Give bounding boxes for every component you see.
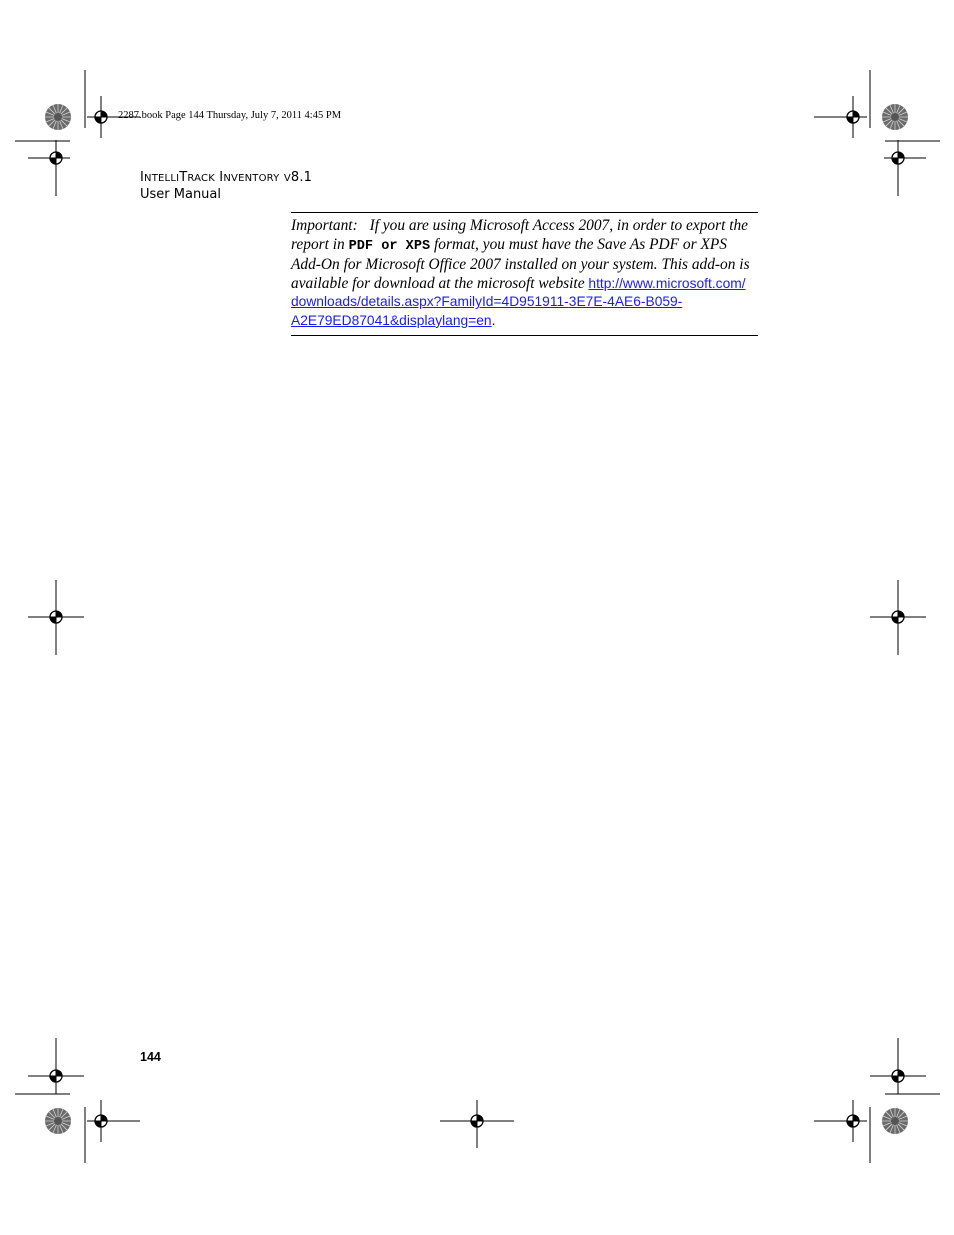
download-link[interactable]: http://www.microsoft.com/downloads/details.aspx?FamilyId=4D951911-3E7E-4AE6-B059-A2E79ED87041&displaylang=en <box>291 275 746 328</box>
product-initial: I <box>214 170 224 185</box>
note-text-before: If you are using Microsoft Access 2007, in order to export the report in <box>291 217 748 253</box>
note-text-after: format, you must have the Save As PDF or XPS Add-On for Microsoft Office 2007 installed on your system. This add-on is available for download at the microsoft website <box>291 235 750 292</box>
running-header-product <box>140 170 312 185</box>
page-number: 144 <box>140 1050 161 1064</box>
product-smallcaps: NTELLI <box>144 173 180 184</box>
product-smallcaps: RACK <box>187 173 215 184</box>
product-initial: T <box>179 170 188 185</box>
running-header-subtitle: User Manual <box>140 187 222 202</box>
important-note-text <box>291 217 758 331</box>
note-end: . <box>491 312 496 328</box>
important-note <box>291 212 758 336</box>
note-label: Important: <box>291 217 358 234</box>
product-version: 8.1 <box>290 170 313 185</box>
note-code: PDF or XPS <box>348 238 431 254</box>
print-slug-line: 2287.book Page 144 Thursday, July 7, 2011 4:45 PM <box>118 110 342 121</box>
product-initial: I <box>140 170 145 185</box>
product-smallcaps: NVENTORY <box>223 173 280 184</box>
product-smallcaps: V <box>283 173 291 184</box>
